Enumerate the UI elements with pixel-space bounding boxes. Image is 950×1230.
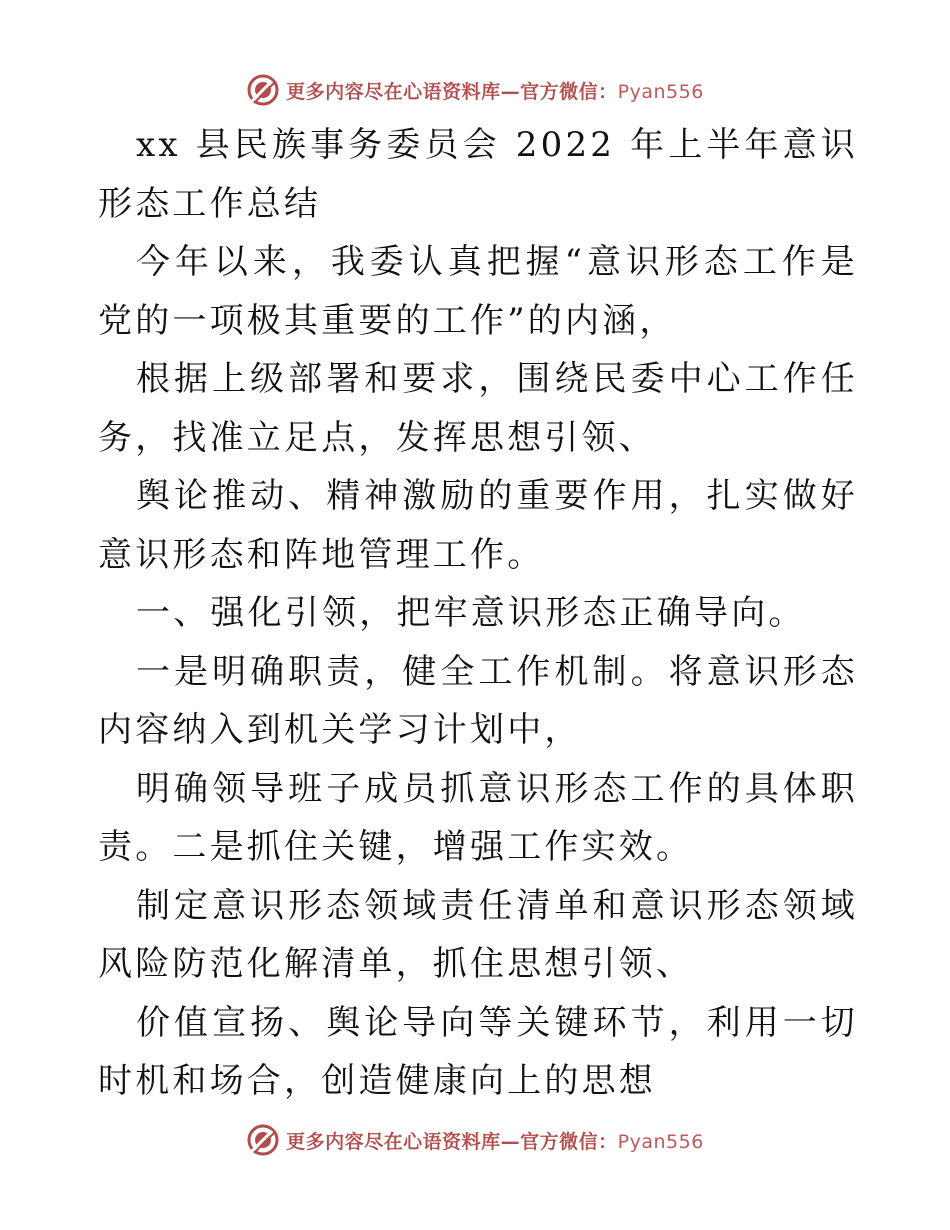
watermark-text: 更多内容尽在心语资料库—官方微信：Pyan556 xyxy=(286,80,704,103)
footer-watermark xyxy=(0,1120,950,1160)
paragraph: 明确领导班子成员抓意识形态工作的具体职责。二是抓住关键，增强工作实效。 xyxy=(98,768,858,867)
section-heading: 一、强化引领，把牢意识形态正确导向。 xyxy=(136,593,806,633)
paragraph: 舆论推动、精神激励的重要作用，扎实做好意识形态和阵地管理工作。 xyxy=(98,476,858,575)
brand-logo-icon xyxy=(246,73,280,107)
watermark-wechat-id: Pyan556 xyxy=(617,1130,704,1153)
paragraph: 价值宣扬、舆论导向等关键环节，利用一切时机和场合，创造健康向上的思想 xyxy=(98,1002,858,1101)
paragraph: 今年以来，我委认真把握“意识形态工作是党的一项极其重要的工作”的内涵， xyxy=(98,242,858,341)
paragraph: 根据上级部署和要求，围绕民委中心工作任务，找准立足点，发挥思想引领、 xyxy=(98,359,858,458)
paragraph: 一是明确职责，健全工作机制。将意识形态内容纳入到机关学习计划中， xyxy=(98,651,858,750)
paragraph: 制定意识形态领域责任清单和意识形态领域风险防范化解清单，抓住思想引领、 xyxy=(98,885,858,984)
watermark-text: 更多内容尽在心语资料库—官方微信：Pyan556 xyxy=(286,1130,704,1153)
brand-logo-icon xyxy=(246,1123,280,1157)
document-title: xx 县民族事务委员会 2022 年上半年意识形态工作总结 xyxy=(98,125,858,224)
document-body xyxy=(98,116,858,1111)
watermark-wechat-id: Pyan556 xyxy=(617,80,704,103)
header-watermark xyxy=(0,70,950,110)
